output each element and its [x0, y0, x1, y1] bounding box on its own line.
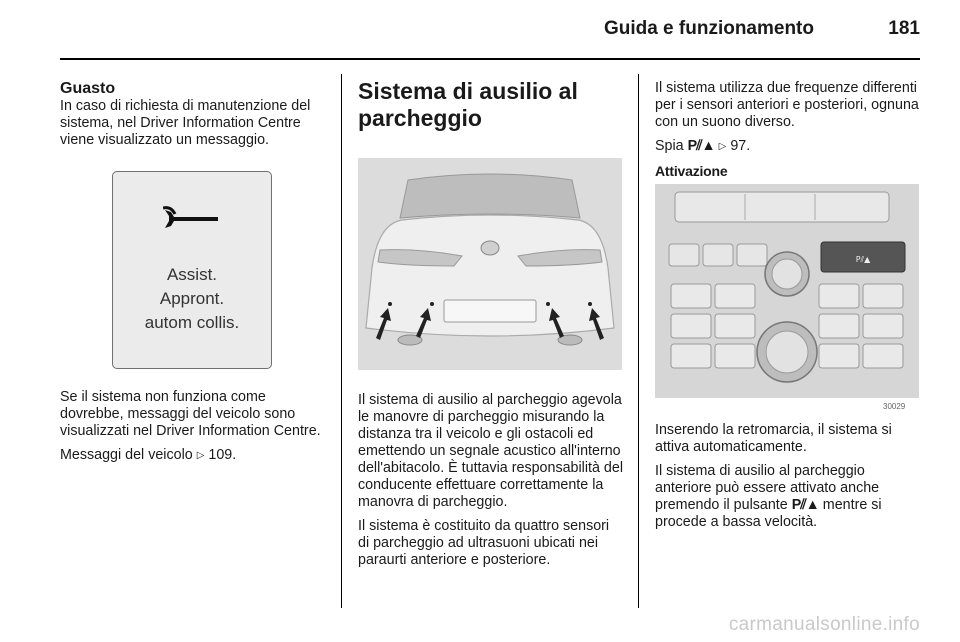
- column-divider-1: [341, 74, 342, 608]
- indicator-ref: [655, 138, 921, 156]
- frequencies-text: Il sistema utilizza due frequenze differenti per i sensori anteriori e posteriori, ognuna con un suono diverso.: [655, 80, 919, 130]
- dic-line-2: Appront.: [159, 289, 225, 308]
- panel-label: 30029: [883, 402, 906, 411]
- front-activation-text: [655, 463, 921, 531]
- column-1: [60, 80, 326, 472]
- spia-label: Spia: [655, 138, 684, 154]
- malfunction-text: Se il sistema non funziona come dovrebbe, messaggi del veicolo sono visualizzati nel Driver Information Centre.: [60, 389, 321, 439]
- parking-sensor-icon: P⫽▲: [687, 138, 715, 154]
- vehicle-messages-text: Messaggi del veicolo: [60, 447, 193, 463]
- indicator-page-ref[interactable]: 97.: [730, 138, 751, 154]
- car-rear-sensors-figure: [358, 158, 622, 370]
- front-activation-after: mentre si procede a bassa velocità.: [655, 497, 882, 530]
- front-activation-before: Il sistema di ausilio al parcheggio anteriore può essere attivato anche premendo il pulsante: [655, 463, 880, 513]
- arrow-ref-icon: ▷: [196, 450, 205, 461]
- wrench-icon: [163, 206, 221, 228]
- dic-line-1: Assist.: [166, 265, 218, 284]
- column-3: [655, 80, 921, 538]
- column-2: [358, 78, 624, 576]
- vehicle-messages-page[interactable]: 109.: [208, 447, 237, 463]
- guasto-text: In caso di richiesta di manutenzione del sistema, nel Driver Information Centre viene visualizzato un messaggio.: [60, 98, 311, 148]
- watermark: carmanualsonline.info: [728, 614, 920, 635]
- activation-heading: Attivazione: [655, 163, 728, 179]
- guasto-heading: Guasto: [60, 80, 116, 97]
- header-rule: [60, 58, 920, 60]
- control-panel-figure: [655, 184, 919, 398]
- column-divider-2: [638, 74, 639, 608]
- section-title: Sistema di ausilio al parcheggio: [358, 78, 578, 131]
- parking-sensor-icon: P⫽▲: [791, 497, 819, 513]
- page-number: 181: [888, 18, 920, 39]
- reverse-gear-text: Inserendo la retromarcia, il sistema si attiva automaticamente.: [655, 422, 892, 455]
- parking-assist-text-1: Il sistema di ausilio al parcheggio agevola le manovre di parcheggio misurando la distanza tra il veicolo e gli ostacoli ed emettendo un segnale acustico all'interno dell'abitacolo. È tuttavia responsabilità del conducente effettuare correttamente la manovra di parcheggio.: [358, 392, 624, 510]
- dic-display-figure: [112, 171, 272, 369]
- vehicle-messages-ref: [60, 447, 326, 465]
- parking-assist-text-2: Il sistema è costituito da quattro sensori di parcheggio ad ultrasuoni ubicati nei paraurti anteriore e posteriore.: [358, 518, 610, 568]
- arrow-ref-icon: ▷: [718, 141, 727, 152]
- header-title: Guida e funzionamento: [603, 18, 814, 39]
- dic-line-3: autom collis.: [144, 313, 240, 332]
- svg-text:P⫽▲: P⫽▲: [855, 255, 871, 264]
